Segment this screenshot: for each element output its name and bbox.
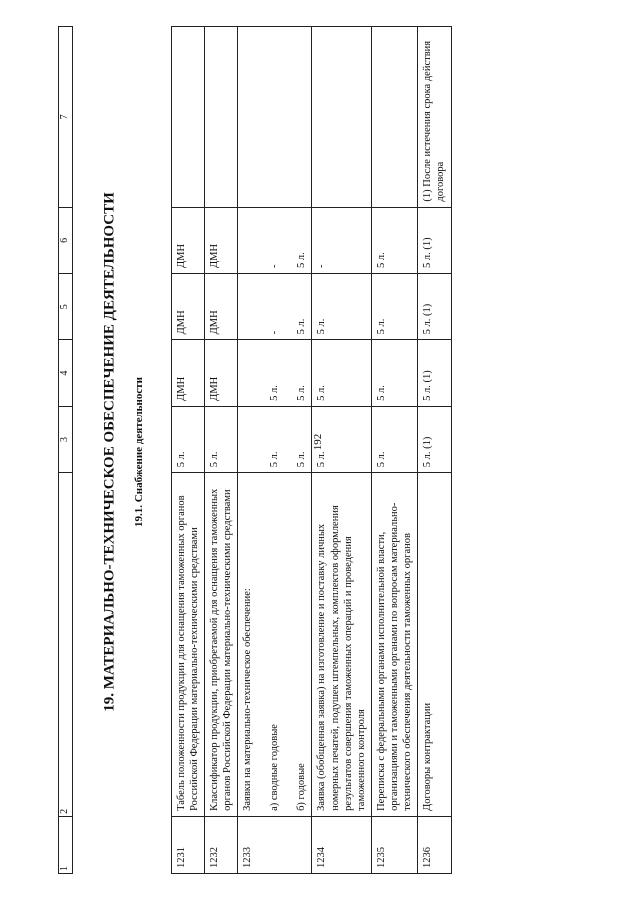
header-col-4: 4 [59,340,73,406]
subsection-title: 19.1. Снабжение деятельности [133,377,145,527]
row-description-text: Заявки на материально-техническое обеспечение: [242,588,253,811]
row-value: ДМН [171,340,204,406]
row-value: 5 л. (1) [418,207,451,273]
row-number: 1233 [238,816,312,873]
row-value: ДМН [171,207,204,273]
records-table [58,26,578,874]
row-sub-b-value: 5 л. [296,451,308,468]
header-col-5: 5 [59,274,73,340]
row-sub-a-value: - [269,264,281,269]
row-value: 5 л. [312,406,372,472]
row-value [238,274,312,340]
row-sub-b-value: 5 л. [296,252,308,269]
row-value [238,207,312,273]
row-value: 5 л. [371,274,417,340]
row-value: 5 л. [371,207,417,273]
row-number: 1232 [204,816,237,873]
row-value: 5 л. [171,406,204,472]
row-value: ДМН [204,274,237,340]
row-description: Переписка с федеральными органами исполнительной власти, организациями и таможенными органами по вопросам материально-технического обеспечения деятельности таможенных органов [371,473,417,817]
row-description [238,473,312,817]
row-description: Табель положенности продукции для оснащения таможенных органов Российской Федерации материально-техническими средствами [171,473,204,817]
header-col-1: 1 [59,816,73,873]
row-value: 5 л. (1) [418,406,451,472]
row-note [171,27,204,208]
row-value: ДМН [171,274,204,340]
header-col-6: 6 [59,207,73,273]
row-description: Договоры контрактации [418,473,451,817]
table-row [171,27,204,874]
row-note [312,27,372,208]
header-col-3: 3 [59,406,73,472]
row-value: ДМН [204,340,237,406]
row-value [238,340,312,406]
row-number: 1234 [312,816,372,873]
table-row [312,27,372,874]
row-number: 1231 [171,816,204,873]
row-note [371,27,417,208]
row-sub-b-value: 5 л. [296,318,308,335]
row-number: 1235 [371,816,417,873]
row-value: - [312,207,372,273]
row-note [204,27,237,208]
row-value: ДМН [204,207,237,273]
row-value [238,406,312,472]
header-col-7: 7 [59,27,73,208]
row-description: Заявка (обобщенная заявка) на изготовление и поставку личных номерных печатей, подушек штемпельных, комплектов оформления результатов совершения таможенных операций и проведения таможенного контроля [312,473,372,817]
table-row [204,27,237,874]
row-sub-a-value: - [269,330,281,335]
row-value: 5 л. (1) [418,274,451,340]
table-row [371,27,417,874]
row-value: 5 л. [371,406,417,472]
page-number: 192 [312,433,324,451]
row-value: 5 л. [312,274,372,340]
section-title: 19. МАТЕРИАЛЬНО-ТЕХНИЧЕСКОЕ ОБЕСПЕЧЕНИЕ ДЕЯТЕЛЬНОСТИ [101,192,118,712]
row-sub-a-value: 5 л. [269,385,281,401]
header-col-2: 2 [59,473,73,817]
row-sub-b-value: 5 л. [296,385,308,401]
row-value: 5 л. [371,340,417,406]
row-value: 5 л. [204,406,237,472]
row-note [238,27,312,208]
row-note: (1) После истечения срока действия договора [418,27,451,208]
title-gap [72,27,171,874]
row-value: 5 л. [312,340,372,406]
row-sub-a-value: 5 л. [269,451,281,468]
table-row [238,27,312,874]
row-sub-a: а) сводные годовые [269,724,281,811]
table-header-row [59,27,73,874]
row-value: 5 л. (1) [418,340,451,406]
row-sub-b: б) годовые [296,763,308,811]
row-number: 1236 [418,816,451,873]
table-row [418,27,451,874]
row-description: Классификатор продукции, приобретаемой для оснащения таможенных органов Российской Федерации материально-техническими средствами [204,473,237,817]
